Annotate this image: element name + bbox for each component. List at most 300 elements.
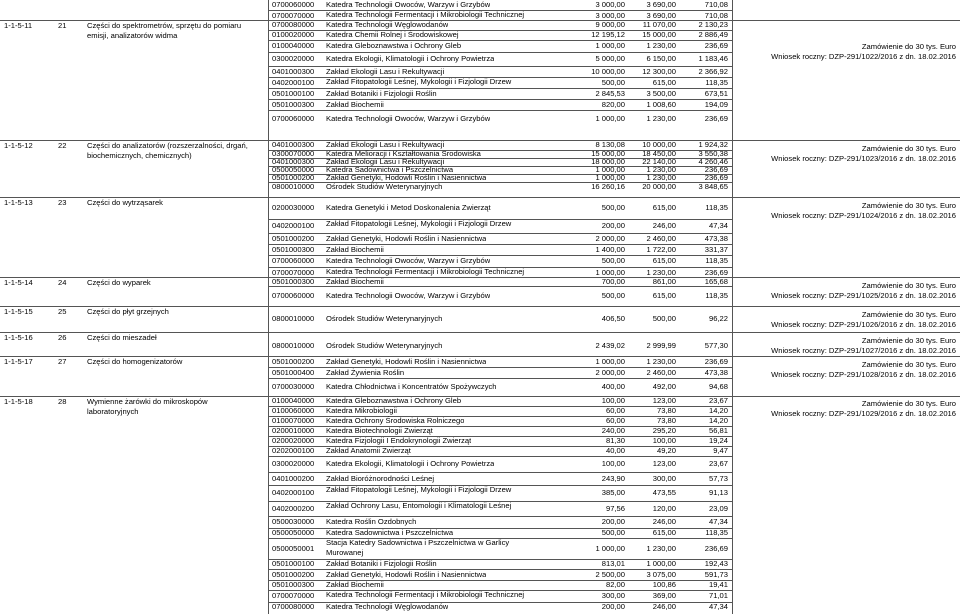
department-row bbox=[268, 436, 732, 446]
product-name: Wymienne żarówki do mikroskopów laboratoryjnych bbox=[87, 397, 208, 416]
department-row bbox=[268, 244, 732, 255]
net-value: 1 000,00 bbox=[595, 268, 625, 277]
gross-value: 615,00 bbox=[652, 203, 676, 212]
department-row bbox=[268, 233, 732, 244]
department-code: 0700060000 bbox=[272, 291, 315, 300]
department-name: Zakład Fitopatologii Leśnej, Mykologii i Fizjologii Drzew bbox=[326, 485, 512, 494]
department-name: Zakład Fitopatologii Leśnej, Mykologii i Fizjologii Drzew bbox=[326, 77, 512, 86]
net-value: 60,00 bbox=[605, 416, 625, 425]
department-name: Katedra Technologii Fermentacji i Mikrobiologii Technicznej bbox=[326, 10, 525, 19]
department-code: 0700060000 bbox=[272, 114, 315, 123]
order-type: Zamówienie do 30 tys. Euro bbox=[861, 144, 956, 153]
gross-value: 246,00 bbox=[652, 221, 676, 230]
gross-value: 6 150,00 bbox=[646, 54, 676, 63]
item-group bbox=[0, 197, 960, 279]
department-row bbox=[268, 485, 732, 501]
department-name: Katedra Chłodnictwa i Koncentratów Spożywczych bbox=[326, 382, 497, 391]
annual-request: Wniosek roczny: DZP-291/1023/2016 z dn. 18.02.2016 bbox=[771, 153, 956, 163]
department-code: 0500050000 bbox=[272, 528, 315, 537]
euro-value: 47,34 bbox=[708, 517, 728, 526]
department-code: 0401000300 bbox=[272, 67, 315, 76]
item-group bbox=[0, 20, 960, 128]
net-value: 1 000,00 bbox=[595, 173, 625, 182]
euro-value: 118,35 bbox=[705, 203, 728, 212]
euro-value: 2 130,23 bbox=[698, 20, 728, 29]
item-group bbox=[0, 277, 960, 306]
department-name: Zakład Genetyki, Hodowli Roślin i Nasiennictwa bbox=[326, 357, 487, 366]
department-code: 0100060000 bbox=[272, 406, 315, 415]
department-name: Zakład Botaniki i Fizjologii Roślin bbox=[326, 89, 437, 98]
item-number: 23 bbox=[58, 198, 67, 207]
gross-value: 12 300,00 bbox=[642, 67, 676, 76]
gross-value: 3 500,00 bbox=[646, 89, 676, 98]
net-value: 500,00 bbox=[601, 78, 625, 87]
net-value: 2 500,00 bbox=[595, 570, 625, 579]
annual-request: Wniosek roczny: DZP-291/1026/2016 z dn. 18.02.2016 bbox=[771, 319, 956, 329]
gross-value: 18 450,00 bbox=[642, 149, 676, 158]
department-name: Zakład Ekologii Lasu i Rekultywacji bbox=[326, 158, 445, 166]
gross-value: 1 008,60 bbox=[646, 100, 676, 109]
item-group bbox=[0, 332, 960, 359]
gross-value: 861,00 bbox=[652, 277, 676, 286]
order-type: Zamówienie do 30 tys. Euro bbox=[861, 201, 956, 210]
euro-value: 19,24 bbox=[708, 436, 728, 445]
department-row bbox=[268, 306, 732, 332]
gross-value: 10 000,00 bbox=[642, 140, 676, 149]
gross-value: 100,86 bbox=[652, 580, 676, 589]
gross-value: 1 230,00 bbox=[646, 173, 676, 182]
department-row bbox=[268, 559, 732, 569]
department-name: Katedra Genetyki i Metod Doskonalenia Zwierząt bbox=[326, 203, 491, 212]
gross-value: 300,00 bbox=[652, 474, 676, 483]
department-name: Zakład Biochemii bbox=[326, 100, 384, 109]
department-name: Zakład Biochemii bbox=[326, 277, 384, 286]
euro-value: 19,41 bbox=[708, 580, 728, 589]
department-code: 0402000100 bbox=[272, 488, 315, 497]
gross-value: 22 140,00 bbox=[642, 157, 676, 166]
department-code: 0500030000 bbox=[272, 517, 315, 526]
net-value: 300,00 bbox=[601, 591, 625, 600]
department-code: 0700080000 bbox=[272, 602, 315, 611]
euro-value: 673,51 bbox=[704, 89, 728, 98]
department-row bbox=[268, 255, 732, 267]
department-code: 0100070000 bbox=[272, 416, 315, 425]
euro-value: 710,08 bbox=[704, 11, 728, 20]
net-value: 100,00 bbox=[601, 396, 625, 405]
department-row bbox=[268, 88, 732, 99]
department-row bbox=[268, 528, 732, 538]
department-row bbox=[268, 286, 732, 306]
department-name: Zakład Ekologii Lasu i Rekultywacji bbox=[326, 140, 445, 149]
net-value: 1 400,00 bbox=[595, 245, 625, 254]
net-value: 82,00 bbox=[605, 580, 625, 589]
department-code: 0501000300 bbox=[272, 277, 315, 286]
department-code: 0402000100 bbox=[272, 221, 315, 230]
department-row bbox=[268, 20, 732, 30]
euro-value: 165,68 bbox=[704, 277, 728, 286]
gross-value: 2 460,00 bbox=[646, 234, 676, 243]
euro-value: 194,09 bbox=[704, 100, 728, 109]
department-row bbox=[268, 182, 732, 191]
euro-value: 3 550,38 bbox=[698, 149, 728, 158]
net-value: 100,00 bbox=[601, 459, 625, 468]
gross-value: 500,00 bbox=[652, 314, 676, 323]
department-code: 0700080000 bbox=[272, 20, 315, 29]
euro-value: 56,81 bbox=[708, 426, 728, 435]
euro-value: 577,30 bbox=[704, 341, 728, 350]
item-group bbox=[0, 306, 960, 332]
department-code: 0700060000 bbox=[272, 0, 315, 9]
gross-value: 615,00 bbox=[652, 78, 676, 87]
euro-value: 71,01 bbox=[708, 591, 728, 600]
department-name: Katedra Sadownictwa i Pszczelnictwa bbox=[326, 528, 454, 537]
department-code: 0202000100 bbox=[272, 446, 315, 455]
net-value: 5 000,00 bbox=[595, 54, 625, 63]
euro-value: 57,73 bbox=[708, 474, 728, 483]
net-value: 3 000,00 bbox=[595, 0, 625, 9]
gross-value: 3 690,00 bbox=[646, 11, 676, 20]
euro-value: 710,08 bbox=[704, 0, 728, 9]
department-row bbox=[268, 66, 732, 77]
department-name: Katedra Ekologii, Klimatologii i Ochrony Powietrza bbox=[326, 459, 495, 468]
gross-value: 615,00 bbox=[652, 528, 676, 537]
euro-value: 118,35 bbox=[705, 291, 728, 300]
euro-value: 236,69 bbox=[704, 173, 728, 182]
item-group bbox=[0, 0, 960, 21]
department-name: Zakład Żywienia Roślin bbox=[326, 368, 405, 377]
department-code: 0500050001 bbox=[272, 544, 315, 553]
net-value: 243,90 bbox=[601, 474, 625, 483]
euro-value: 236,69 bbox=[704, 114, 728, 123]
department-code: 0200010000 bbox=[272, 426, 315, 435]
gross-value: 49,20 bbox=[656, 446, 676, 455]
euro-value: 236,69 bbox=[704, 41, 728, 50]
department-name: Zakład Fitopatologii Leśnej, Mykologii i Fizjologii Drzew bbox=[326, 219, 512, 228]
department-name: Zakład Bioróżnorodności Leśnej bbox=[326, 474, 435, 483]
euro-value: 236,69 bbox=[704, 165, 728, 174]
gross-value: 11 070,00 bbox=[642, 20, 676, 29]
annual-request: Wniosek roczny: DZP-291/1029/2016 z dn. 18.02.2016 bbox=[771, 408, 956, 418]
department-name: Zakład Anatomii Zwierząt bbox=[326, 446, 411, 455]
annual-request: Wniosek roczny: DZP-291/1024/2016 z dn. 18.02.2016 bbox=[771, 210, 956, 220]
department-row bbox=[268, 501, 732, 516]
gross-value: 2 999,99 bbox=[646, 341, 676, 350]
net-value: 18 000,00 bbox=[591, 157, 625, 166]
order-type: Zamówienie do 30 tys. Euro bbox=[861, 281, 956, 290]
gross-value: 615,00 bbox=[652, 291, 676, 300]
product-name: Części do wyparek bbox=[87, 278, 151, 287]
department-name: Katedra Fizjologii I Endokrynologii Zwierząt bbox=[326, 436, 472, 445]
net-value: 200,00 bbox=[601, 517, 625, 526]
net-value: 2 439,02 bbox=[595, 341, 625, 350]
department-name: Katedra Technologii Węglowodanów bbox=[326, 602, 449, 611]
euro-value: 23,67 bbox=[708, 396, 728, 405]
order-type: Zamówienie do 30 tys. Euro bbox=[861, 336, 956, 345]
department-name: Katedra Technologii Owoców, Warzyw i Grzybów bbox=[326, 0, 491, 9]
department-name: Katedra Sadownictwa i Pszczelnictwa bbox=[326, 166, 454, 174]
euro-value: 2 366,92 bbox=[698, 67, 728, 76]
department-name: Katedra Technologii Owoców, Warzyw i Grzybów bbox=[326, 256, 491, 265]
department-row bbox=[268, 590, 732, 602]
department-row bbox=[268, 602, 732, 612]
net-value: 500,00 bbox=[601, 203, 625, 212]
net-value: 40,00 bbox=[605, 446, 625, 455]
gross-value: 295,20 bbox=[652, 426, 676, 435]
department-code: 0700060000 bbox=[272, 256, 315, 265]
department-row bbox=[268, 332, 732, 359]
item-number: 25 bbox=[58, 307, 67, 316]
gross-value: 1 230,00 bbox=[646, 165, 676, 174]
gross-value: 1 000,00 bbox=[646, 559, 676, 568]
department-code: 0401000300 bbox=[272, 157, 315, 166]
euro-value: 331,37 bbox=[704, 245, 728, 254]
net-value: 81,30 bbox=[605, 436, 625, 445]
item-group bbox=[0, 396, 960, 612]
department-code: 0501000100 bbox=[272, 559, 315, 568]
euro-value: 118,35 bbox=[705, 528, 728, 537]
net-value: 1 000,00 bbox=[595, 165, 625, 174]
department-code: 0501000200 bbox=[272, 173, 315, 182]
net-value: 500,00 bbox=[601, 291, 625, 300]
gross-value: 20 000,00 bbox=[642, 182, 676, 191]
item-number: 24 bbox=[58, 278, 67, 287]
order-type: Zamówienie do 30 tys. Euro bbox=[861, 360, 956, 369]
net-value: 385,00 bbox=[601, 488, 625, 497]
item-number: 26 bbox=[58, 333, 67, 342]
department-code: 0800010000 bbox=[272, 314, 315, 323]
gross-value: 473,55 bbox=[652, 488, 676, 497]
department-name: Zakład Genetyki, Hodowli Roślin i Nasiennictwa bbox=[326, 174, 487, 182]
department-row bbox=[268, 0, 732, 10]
department-row bbox=[268, 378, 732, 396]
department-row bbox=[268, 396, 732, 406]
euro-value: 14,20 bbox=[708, 416, 728, 425]
net-value: 9 000,00 bbox=[595, 20, 625, 29]
department-name: Ośrodek Studiów Weterynaryjnych bbox=[326, 341, 443, 350]
department-name: Zakład Biochemii bbox=[326, 245, 384, 254]
product-name: Części do płyt grzejnych bbox=[87, 307, 169, 316]
net-value: 813,01 bbox=[601, 559, 625, 568]
item-code: 1-1-5-11 bbox=[4, 21, 33, 30]
department-code: 0500050000 bbox=[272, 165, 315, 174]
product-name: Części do spektrometrów, sprzętu do pomiaru emisji, analizatorów widma bbox=[87, 21, 242, 40]
department-row bbox=[268, 40, 732, 52]
department-code: 0700030000 bbox=[272, 382, 315, 391]
item-code: 1-1-5-18 bbox=[4, 397, 33, 406]
annual-request: Wniosek roczny: DZP-291/1027/2016 z dn. 18.02.2016 bbox=[771, 345, 956, 355]
department-row bbox=[268, 472, 732, 485]
department-name: Zakład Ochrony Lasu, Entomologii i Klimatologii Leśnej bbox=[326, 501, 512, 510]
department-name: Katedra Ekologii, Klimatologii i Ochrony Powietrza bbox=[326, 54, 495, 63]
euro-value: 473,38 bbox=[704, 234, 728, 243]
department-code: 0200030000 bbox=[272, 203, 315, 212]
net-value: 2 845,53 bbox=[595, 89, 625, 98]
department-code: 0300070000 bbox=[272, 149, 315, 158]
euro-value: 118,35 bbox=[705, 256, 728, 265]
department-code: 0100040000 bbox=[272, 396, 315, 405]
annual-request: Wniosek roczny: DZP-291/1028/2016 z dn. 18.02.2016 bbox=[771, 369, 956, 379]
department-code: 0300020000 bbox=[272, 54, 315, 63]
gross-value: 1 230,00 bbox=[646, 41, 676, 50]
department-code: 0800010000 bbox=[272, 341, 315, 350]
net-value: 10 000,00 bbox=[591, 67, 625, 76]
department-code: 0401000300 bbox=[272, 140, 315, 149]
department-row bbox=[268, 219, 732, 233]
item-code: 1-1-5-12 bbox=[4, 141, 33, 150]
department-code: 0501000300 bbox=[272, 580, 315, 589]
net-value: 15 000,00 bbox=[591, 149, 625, 158]
department-name: Katedra Biotechnologii Zwierząt bbox=[326, 426, 433, 435]
department-row bbox=[268, 99, 732, 110]
euro-value: 23,67 bbox=[708, 459, 728, 468]
department-row bbox=[268, 569, 732, 580]
product-name: Części do homogenizatorów bbox=[87, 357, 183, 366]
gross-value: 1 230,00 bbox=[646, 544, 676, 553]
item-number: 28 bbox=[58, 397, 67, 406]
euro-value: 1 924,32 bbox=[698, 140, 728, 149]
euro-value: 473,38 bbox=[704, 368, 728, 377]
department-row bbox=[268, 110, 732, 128]
department-row bbox=[268, 30, 732, 40]
net-value: 700,00 bbox=[601, 277, 625, 286]
department-row bbox=[268, 367, 732, 378]
euro-value: 14,20 bbox=[708, 406, 728, 415]
net-value: 406,50 bbox=[601, 314, 625, 323]
department-code: 0402000200 bbox=[272, 504, 315, 513]
department-name: Katedra Technologii Owoców, Warzyw i Grzybów bbox=[326, 114, 491, 123]
gross-value: 73,80 bbox=[656, 416, 676, 425]
department-code: 0501000200 bbox=[272, 234, 315, 243]
gross-value: 3 690,00 bbox=[646, 0, 676, 9]
item-code: 1-1-5-14 bbox=[4, 278, 33, 287]
item-group bbox=[0, 140, 960, 191]
department-row bbox=[268, 406, 732, 416]
item-code: 1-1-5-17 bbox=[4, 357, 33, 366]
net-value: 1 000,00 bbox=[595, 544, 625, 553]
department-code: 0501000300 bbox=[272, 245, 315, 254]
department-name: Katedra Technologii Fermentacji i Mikrobiologii Technicznej bbox=[326, 267, 525, 276]
product-name: Części do mieszadeł bbox=[87, 333, 157, 342]
department-name: Katedra Roślin Ozdobnych bbox=[326, 517, 417, 526]
department-name: Zakład Biochemii bbox=[326, 580, 384, 589]
item-number: 27 bbox=[58, 357, 67, 366]
department-name: Katedra Gleboznawstwa i Ochrony Gleb bbox=[326, 41, 462, 50]
net-value: 1 000,00 bbox=[595, 114, 625, 123]
net-value: 16 260,16 bbox=[591, 182, 625, 191]
gross-value: 123,00 bbox=[652, 459, 676, 468]
department-name: Katedra Mikrobiologii bbox=[326, 406, 397, 415]
department-row bbox=[268, 456, 732, 472]
department-name: Zakład Ekologii Lasu i Rekultywacji bbox=[326, 67, 445, 76]
euro-value: 1 183,46 bbox=[698, 54, 728, 63]
department-code: 0200020000 bbox=[272, 436, 315, 445]
net-value: 1 000,00 bbox=[595, 357, 625, 366]
item-number: 21 bbox=[58, 21, 67, 30]
department-code: 0402000100 bbox=[272, 78, 315, 87]
net-value: 200,00 bbox=[601, 602, 625, 611]
euro-value: 96,22 bbox=[708, 314, 728, 323]
department-code: 0100020000 bbox=[272, 30, 315, 39]
department-row bbox=[268, 174, 732, 182]
euro-value: 9,47 bbox=[713, 446, 728, 455]
euro-value: 23,09 bbox=[708, 504, 728, 513]
net-value: 2 000,00 bbox=[595, 368, 625, 377]
item-code: 1-1-5-13 bbox=[4, 198, 33, 207]
department-code: 0300020000 bbox=[272, 459, 315, 468]
product-name: Części do wytrząsarek bbox=[87, 198, 163, 207]
department-code: 0401000200 bbox=[272, 474, 315, 483]
department-name: Ośrodek Studiów Weterynaryjnych bbox=[326, 314, 443, 323]
gross-value: 3 075,00 bbox=[646, 570, 676, 579]
annual-request: Wniosek roczny: DZP-291/1025/2016 z dn. 18.02.2016 bbox=[771, 290, 956, 300]
department-name: Katedra Technologii Owoców, Warzyw i Grzybów bbox=[326, 291, 491, 300]
gross-value: 492,00 bbox=[652, 382, 676, 391]
item-code: 1-1-5-16 bbox=[4, 333, 33, 342]
department-row bbox=[268, 52, 732, 66]
gross-value: 2 460,00 bbox=[646, 368, 676, 377]
department-code: 0501000200 bbox=[272, 570, 315, 579]
euro-value: 94,68 bbox=[708, 382, 728, 391]
annual-request: Wniosek roczny: DZP-291/1022/2016 z dn. 18.02.2016 bbox=[771, 51, 956, 61]
net-value: 2 000,00 bbox=[595, 234, 625, 243]
gross-value: 1 230,00 bbox=[646, 114, 676, 123]
gross-value: 73,80 bbox=[656, 406, 676, 415]
net-value: 60,00 bbox=[605, 406, 625, 415]
department-name: Katedra Gleboznawstwa i Ochrony Gleb bbox=[326, 396, 462, 405]
net-value: 400,00 bbox=[601, 382, 625, 391]
net-value: 97,56 bbox=[605, 504, 625, 513]
department-row bbox=[268, 516, 732, 528]
net-value: 240,00 bbox=[601, 426, 625, 435]
department-code: 0501000300 bbox=[272, 100, 315, 109]
department-name: Zakład Genetyki, Hodowli Roślin i Nasiennictwa bbox=[326, 234, 487, 243]
department-row bbox=[268, 426, 732, 436]
department-name: Katedra Melioracji i Kształtowania Środowiska bbox=[326, 150, 481, 158]
euro-value: 236,69 bbox=[704, 357, 728, 366]
item-number: 22 bbox=[58, 141, 67, 150]
department-name: Ośrodek Studiów Weterynaryjnych bbox=[326, 182, 443, 191]
net-value: 12 195,12 bbox=[591, 30, 625, 39]
gross-value: 246,00 bbox=[652, 517, 676, 526]
euro-value: 591,73 bbox=[704, 570, 728, 579]
gross-value: 369,00 bbox=[652, 591, 676, 600]
gross-value: 246,00 bbox=[652, 602, 676, 611]
gross-value: 1 230,00 bbox=[646, 268, 676, 277]
euro-value: 47,34 bbox=[708, 602, 728, 611]
department-name: Katedra Technologii Węglowodanów bbox=[326, 20, 449, 29]
department-row bbox=[268, 446, 732, 456]
euro-value: 118,35 bbox=[705, 78, 728, 87]
department-row bbox=[268, 416, 732, 426]
gross-value: 615,00 bbox=[652, 256, 676, 265]
gross-value: 1 722,00 bbox=[646, 245, 676, 254]
item-code: 1-1-5-15 bbox=[4, 307, 33, 316]
net-value: 500,00 bbox=[601, 528, 625, 537]
gross-value: 100,00 bbox=[652, 436, 676, 445]
euro-value: 3 848,65 bbox=[698, 182, 728, 191]
department-row bbox=[268, 277, 732, 286]
department-row bbox=[268, 77, 732, 88]
department-row bbox=[268, 538, 732, 559]
euro-value: 236,69 bbox=[704, 544, 728, 553]
order-type: Zamówienie do 30 tys. Euro bbox=[861, 399, 956, 408]
net-value: 8 130,08 bbox=[595, 140, 625, 149]
net-value: 200,00 bbox=[601, 221, 625, 230]
gross-value: 1 230,00 bbox=[646, 357, 676, 366]
department-code: 0501000100 bbox=[272, 89, 315, 98]
euro-value: 236,69 bbox=[704, 268, 728, 277]
net-value: 820,00 bbox=[601, 100, 625, 109]
